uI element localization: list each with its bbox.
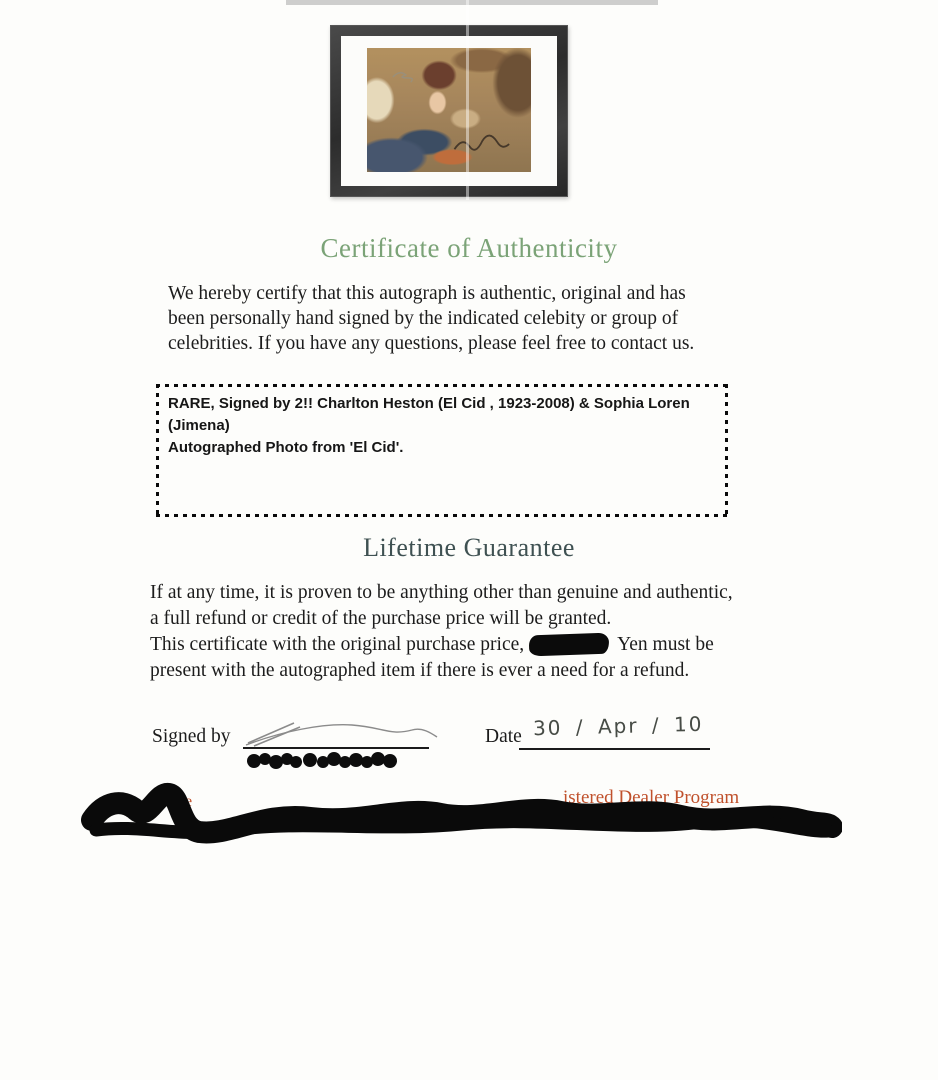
dotted-border-left: [156, 384, 159, 517]
photo-autograph-squiggles: [367, 48, 531, 172]
scan-artifact-line: [466, 0, 469, 200]
item-description-line: RARE, Signed by 2!! Charlton Heston (El Cid , 1923-2008) & Sophia Loren (Jimena): [168, 395, 690, 434]
autographed-photo: [367, 48, 531, 172]
scanner-edge-strip: [286, 0, 658, 5]
item-description-box: [156, 384, 728, 517]
guarantee-statement-line: a full refund or credit of the purchase price will be granted.: [150, 608, 612, 629]
guarantee-statement: [150, 580, 733, 684]
guarantee-title: Lifetime Guarantee: [363, 533, 575, 562]
date-label: Date: [485, 726, 522, 747]
dealer-program-text-fragment-left: e: [185, 793, 193, 810]
certificate-title: Certificate of Authenticity: [320, 233, 618, 263]
price-redaction-marker: [529, 633, 610, 657]
handwritten-signature: [240, 710, 440, 750]
certificate-statement-line: We hereby certify that this autograph is authentic, original and has: [168, 283, 686, 304]
guarantee-statement-line: If at any time, it is proven to be anything other than genuine and authentic,: [150, 582, 733, 603]
dotted-border-top: [156, 384, 728, 387]
certificate-statement-line: celebrities. If you have any questions, please feel free to contact us.: [168, 333, 695, 354]
certificate-statement-line: been personally hand signed by the indicated celebity or group of: [168, 308, 679, 329]
guarantee-price-text-after: Yen must be: [617, 634, 714, 655]
guarantee-price-text-before: This certificate with the original purchase price,: [150, 634, 525, 655]
photo-mat: [341, 36, 557, 186]
item-description-line: Autographed Photo from 'El Cid'.: [168, 439, 404, 456]
footer-redaction-scribble: [80, 780, 842, 846]
handwritten-date: 30 / Apr / 10: [532, 711, 704, 741]
guarantee-statement-line: present with the autographed item if there is ever a need for a refund.: [150, 660, 690, 681]
dotted-border-bottom: [156, 514, 728, 517]
redacted-name-marker: [246, 748, 398, 774]
signed-by-label: Signed by: [152, 726, 231, 747]
photo-frame: [330, 25, 568, 197]
certificate-statement: [168, 281, 694, 356]
dotted-border-right: [725, 384, 728, 517]
dealer-program-text-fragment: istered Dealer Program: [563, 787, 740, 808]
date-line: [519, 748, 710, 750]
guarantee-statement-line: [150, 632, 733, 658]
item-description-text: [168, 393, 716, 459]
